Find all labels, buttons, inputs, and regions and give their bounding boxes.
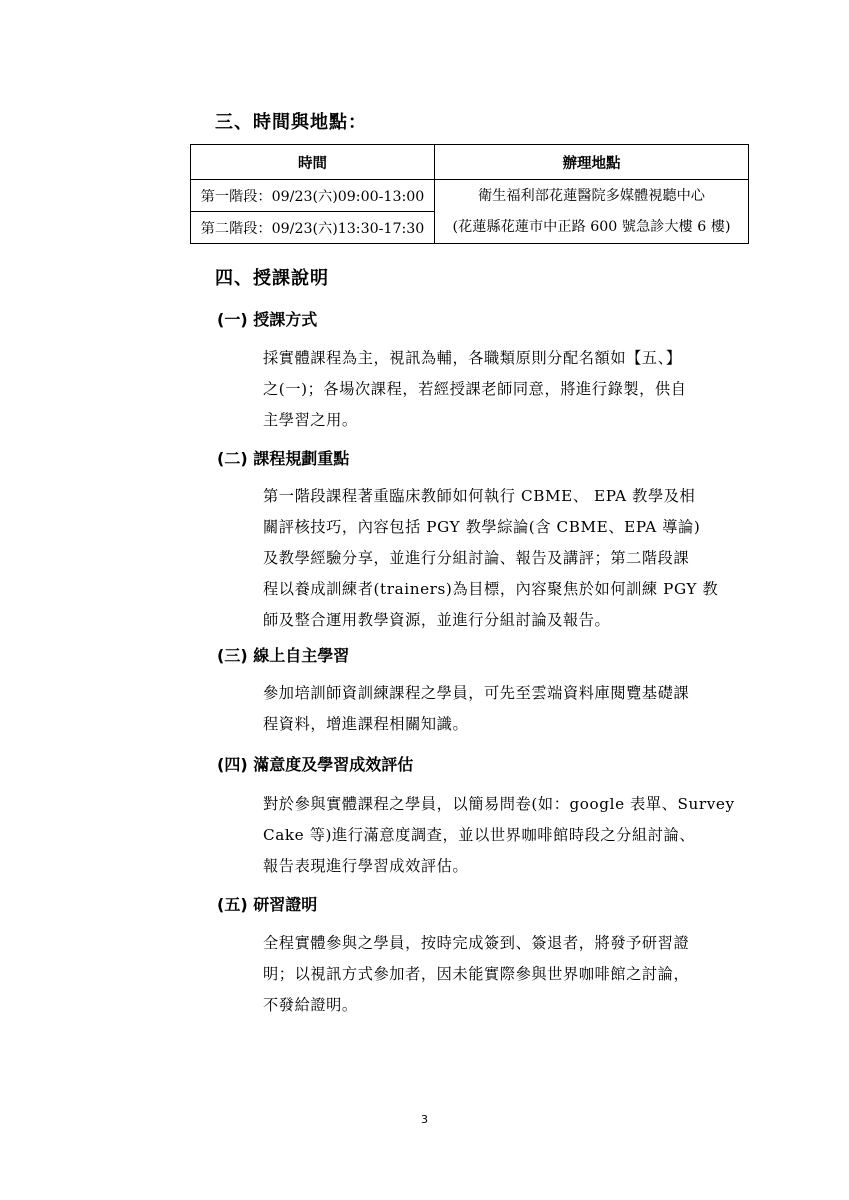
page-number: 3	[421, 1113, 428, 1126]
paragraph-line: 程資料，增進課程相關知識。	[263, 715, 469, 733]
venue-address: (花蓮縣花蓮市中正路 600 號急診大樓 6 樓)	[452, 218, 731, 235]
paragraph-line: 第一階段課程著重臨床教師如何執行 CBME、 EPA 教學及相	[263, 487, 696, 505]
paragraph-line: 程以養成訓練者(trainers)為目標，內容聚焦於如何訓練 PGY 教	[263, 580, 719, 598]
subsection-title: 線上自主學習	[253, 646, 350, 665]
subsection-number: (二)	[217, 449, 248, 468]
subsection-title: 滿意度及學習成效評估	[253, 755, 414, 774]
paragraph	[263, 928, 723, 1021]
subsection-number: (三)	[217, 646, 248, 665]
column-header-time: 時間	[191, 145, 435, 180]
paragraph-line: Cake 等)進行滿意度調查，並以世界咖啡館時段之分組討論、	[263, 826, 696, 844]
venue-cell	[435, 180, 749, 244]
table-header-row	[191, 145, 749, 180]
subsection-heading	[217, 446, 349, 469]
subsection-heading	[217, 643, 349, 666]
subsection-title: 研習證明	[253, 895, 318, 914]
paragraph	[263, 789, 735, 882]
subsection-number: (一)	[217, 310, 248, 329]
section-3-heading: 三、時間與地點：	[215, 112, 367, 133]
schedule-table	[190, 144, 749, 244]
paragraph-line: 參加培訓師資訓練課程之學員，可先至雲端資料庫閱覽基礎課	[263, 684, 690, 702]
table-row	[191, 180, 749, 212]
paragraph	[263, 678, 723, 740]
paragraph-line: 報告表現進行學習成效評估。	[263, 857, 469, 875]
paragraph-line: 及教學經驗分享，並進行分組討論、報告及講評；第二階段課	[263, 549, 690, 567]
paragraph-line: 明；以視訊方式參加者，因未能實際參與世界咖啡館之討論，	[263, 965, 690, 983]
subsection-number: (五)	[217, 895, 248, 914]
paragraph-line: 不發給證明。	[263, 996, 358, 1014]
paragraph-line: 對於參與實體課程之學員，以簡易問卷(如：google 表單、Survey	[263, 795, 735, 813]
venue-name: 衛生福利部花蓮醫院多媒體視聽中心	[477, 187, 705, 204]
paragraph-line: 之(一)；各場次課程，若經授課老師同意，將進行錄製，供自	[263, 380, 687, 398]
paragraph-line: 主學習之用。	[263, 411, 358, 429]
subsection-title: 授課方式	[253, 310, 318, 329]
subsection-heading	[217, 892, 317, 915]
paragraph-line: 採實體課程為主，視訊為輔，各職類原則分配名額如【五、】	[263, 349, 682, 367]
subsection-number: (四)	[217, 755, 248, 774]
paragraph	[263, 481, 723, 636]
column-header-location: 辦理地點	[435, 145, 749, 180]
subsection-heading	[217, 752, 413, 775]
section-4-heading: 四、授課說明	[215, 268, 329, 289]
paragraph	[263, 343, 723, 436]
session-2-time: 第二階段：09/23(六)13:30-17:30	[191, 212, 435, 244]
session-1-time: 第一階段：09/23(六)09:00-13:00	[191, 180, 435, 212]
paragraph-line: 關評核技巧，內容包括 PGY 教學綜論(含 CBME、EPA 導論)	[263, 518, 701, 536]
paragraph-line: 師及整合運用教學資源，並進行分組討論及報告。	[263, 611, 611, 629]
subsection-heading	[217, 307, 317, 330]
paragraph-line: 全程實體參與之學員，按時完成簽到、簽退者，將發予研習證	[263, 934, 690, 952]
subsection-title: 課程規劃重點	[253, 449, 350, 468]
